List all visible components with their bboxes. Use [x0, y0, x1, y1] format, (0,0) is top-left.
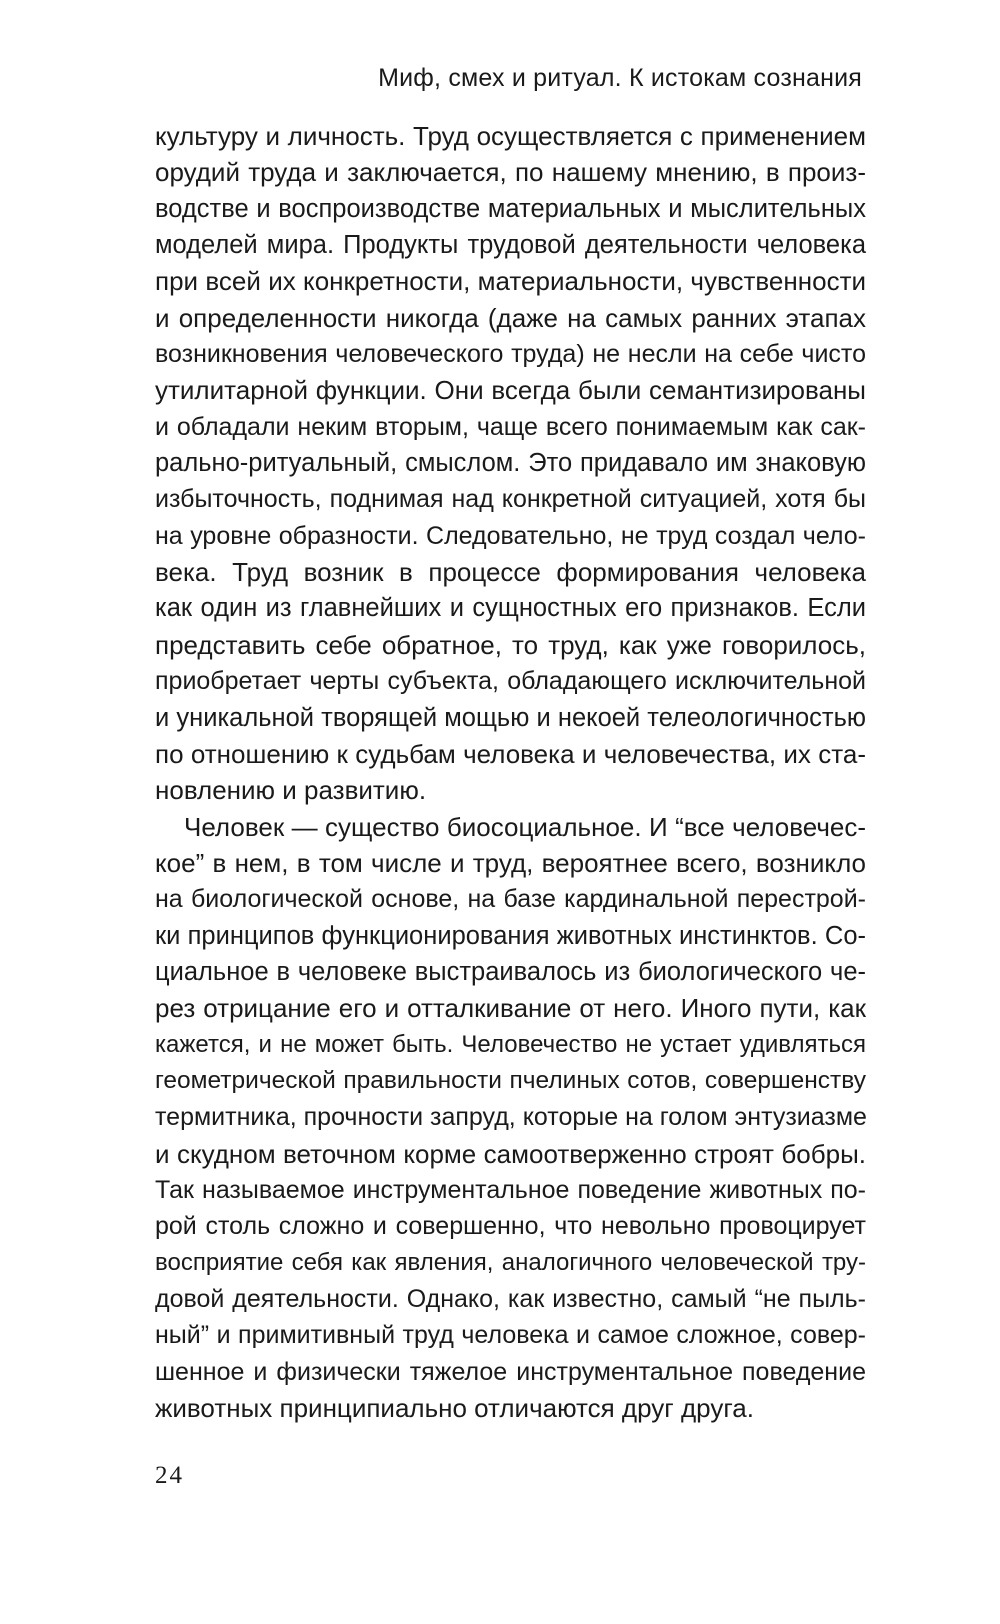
- text-line: века. Труд возник в процессе формирования человека: [155, 557, 866, 588]
- text-line: водстве и воспроизводстве материальных и мыслительных: [155, 194, 866, 223]
- text-line: шенное и физически тяжелое инструментальное поведение: [155, 1357, 866, 1386]
- text-line: возникновения человеческого труда) не несли на себе чисто: [155, 340, 866, 369]
- text-line: и определенности никогда (даже на самых ранних этапах: [155, 302, 866, 333]
- text-line: и обладали неким вторым, чаще всего понимаемым как сак-: [155, 412, 866, 441]
- text-line: избыточность, поднимая над конкретной ситуацией, хотя бы: [155, 485, 866, 514]
- text-line: при всей их конкретности, материальности, чувственности: [155, 266, 866, 297]
- text-line: животных принципиально отличаются друг друга.: [155, 1393, 754, 1424]
- text-line: на биологической основе, на базе кардинальной перестрой-: [155, 885, 866, 914]
- text-line: ки принципов функционирования животных инстинктов. Со-: [155, 921, 866, 950]
- text-line: и уникальной творящей мощью и некоей телеологичностью: [155, 703, 866, 732]
- text-line: кажется, и не может быть. Человечество не устает удивляться: [155, 1030, 866, 1058]
- text-line: культуру и личность. Труд осуществляется с применением: [155, 121, 866, 151]
- paragraph: [155, 809, 866, 1427]
- text-line: ный” и примитивный труд человека и самое сложное, совер-: [155, 1321, 866, 1350]
- paragraph: [155, 118, 866, 809]
- page-number: 24: [155, 1462, 184, 1489]
- text-line: приобретает черты субъекта, обладающего исключительной: [155, 667, 866, 696]
- text-line: моделей мира. Продукты трудовой деятельности человека: [155, 231, 866, 260]
- text-line: термитника, прочности запруд, которые на голом энтузиазме: [155, 1103, 867, 1132]
- text-line: геометрической правильности пчелиных сотов, совершенству: [155, 1066, 866, 1094]
- text-line: и скудном веточном корме самоотверженно строят бобры.: [155, 1138, 866, 1169]
- text-line: рально-ритуальный, смыслом. Это придавало им знаковую: [155, 449, 866, 478]
- text-line: новлению и развитию.: [155, 775, 427, 806]
- text-line: довой деятельности. Однако, как известно, самый “не пыль-: [155, 1285, 866, 1313]
- running-header: Миф, смех и ритуал. К истокам сознания: [378, 64, 862, 92]
- text-line: циальное в человеке выстраивалось из биологического че-: [155, 957, 866, 986]
- text-line: на уровне образности. Следовательно, не труд создал чело-: [155, 521, 866, 550]
- text-line: как один из главнейших и сущностных его признаков. Если: [155, 594, 866, 623]
- text-line: рез отрицание его и отталкивание от него. Иного пути, как: [155, 993, 866, 1024]
- text-line: Так называемое инструментальное поведение животных по-: [155, 1175, 866, 1204]
- text-line: орудий труда и заключается, по нашему мнению, в произ-: [155, 157, 866, 188]
- text-line: рой столь сложно и совершенно, что невольно провоцирует: [155, 1212, 866, 1241]
- text-line: восприятие себя как явления, аналогичного человеческой тру-: [155, 1248, 866, 1276]
- body-text: [155, 118, 866, 1426]
- text-line: утилитарной функции. Они всегда были семантизированы: [155, 375, 866, 406]
- text-line: Человек — существо биосоциальное. И “все человечес-: [184, 811, 866, 842]
- text-line: по отношению к судьбам человека и человечества, их ста-: [155, 738, 866, 769]
- text-line: кое” в нем, в том числе и труд, вероятнее всего, возникло: [155, 847, 866, 878]
- text-line: представить себе обратное, то труд, как уже говорилось,: [155, 629, 866, 660]
